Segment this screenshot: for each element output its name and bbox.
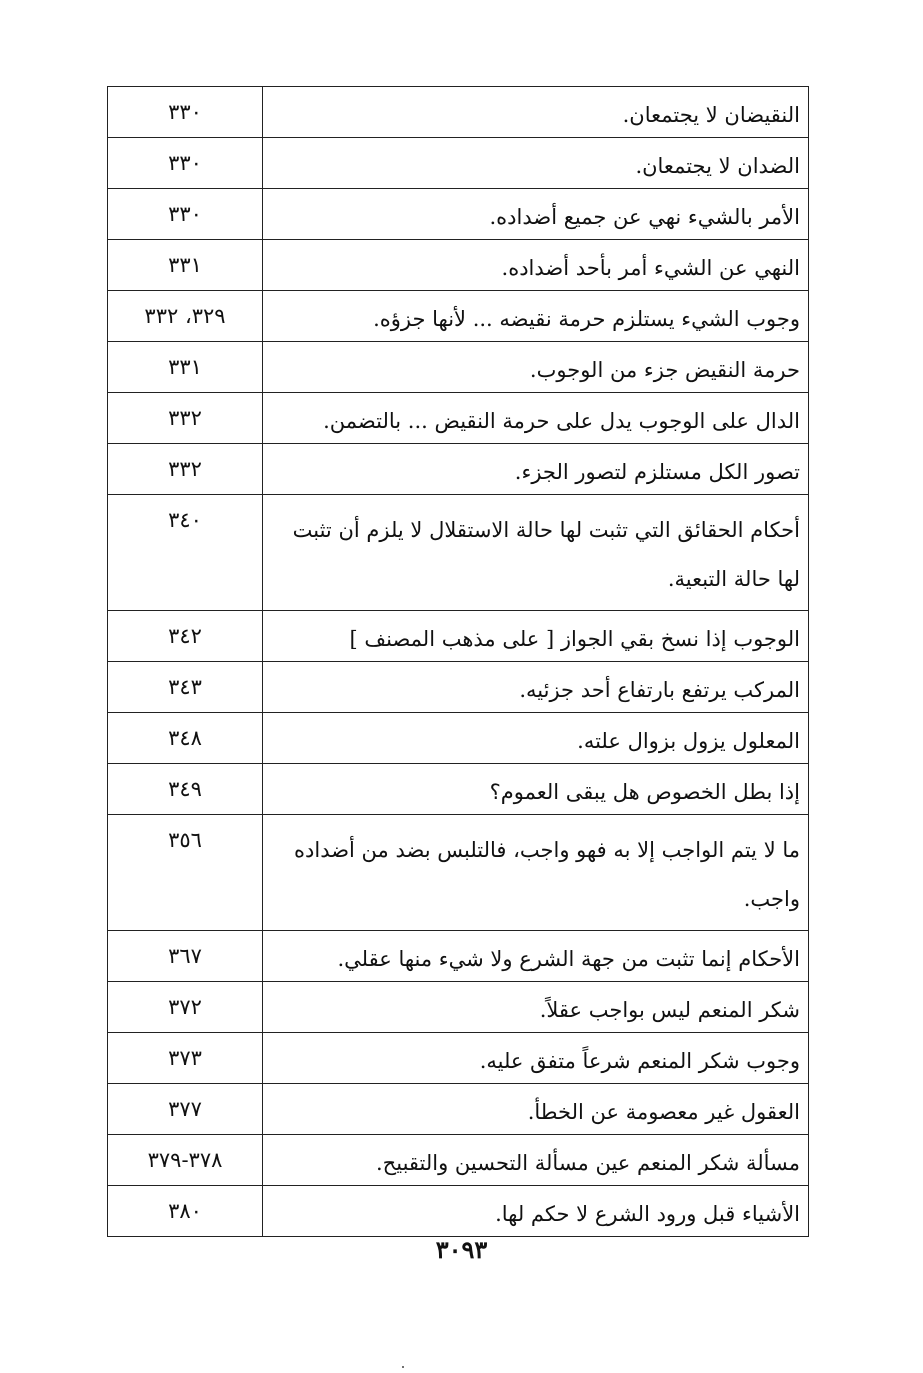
topic-cell: العقول غير معصومة عن الخطأ. [263,1084,809,1135]
topic-cell: الأحكام إنما تثبت من جهة الشرع ولا شيء منها عقلي. [263,931,809,982]
topic-cell: مسألة شكر المنعم عين مسألة التحسين والتقبيح. [263,1135,809,1186]
page-ref-cell: ٣٣٢ [108,444,263,495]
topic-cell: تصور الكل مستلزم لتصور الجزء. [263,444,809,495]
topic-cell: الدال على الوجوب يدل على حرمة النقيض ... بالتضمن. [263,393,809,444]
topic-cell: إذا بطل الخصوص هل يبقى العموم؟ [263,764,809,815]
table-row [108,495,809,611]
page-ref-cell: ٣٧٢ [108,982,263,1033]
table-row [108,1186,809,1237]
topic-cell: حرمة النقيض جزء من الوجوب. [263,342,809,393]
topic-cell: المركب يرتفع بارتفاع أحد جزئيه. [263,662,809,713]
scan-speck [402,1366,404,1368]
page-ref-cell: ٣٣٠ [108,189,263,240]
index-table [107,86,809,1237]
topic-cell: شكر المنعم ليس بواجب عقلاً. [263,982,809,1033]
topic-cell: أحكام الحقائق التي تثبت لها حالة الاستقلال لا يلزم أن تثبت لها حالة التبعية. [263,495,809,611]
page-ref-cell: ٣٨٠ [108,1186,263,1237]
table-row [108,138,809,189]
topic-cell: ما لا يتم الواجب إلا به فهو واجب، فالتلبس بضد من أضداده واجب. [263,815,809,931]
page-ref-cell: ٣٧٧ [108,1084,263,1135]
topic-cell: وجوب شكر المنعم شرعاً متفق عليه. [263,1033,809,1084]
table-row [108,444,809,495]
table-row [108,662,809,713]
table-row [108,393,809,444]
page-ref-cell: ٣٤٣ [108,662,263,713]
page-ref-cell: ٣٣١ [108,240,263,291]
page-ref-cell: ٣٦٧ [108,931,263,982]
page-ref-cell: ٣٧٣ [108,1033,263,1084]
table-row [108,240,809,291]
page-ref-cell: ٣٤٨ [108,713,263,764]
table-row [108,1033,809,1084]
table-row [108,1084,809,1135]
page-ref-cell: ٣٣٢ [108,393,263,444]
topic-cell: النهي عن الشيء أمر بأحد أضداده. [263,240,809,291]
page-ref-cell: ٣٣١ [108,342,263,393]
table-row [108,189,809,240]
table-row [108,713,809,764]
page-ref-cell: ٣٢٩، ٣٣٢ [108,291,263,342]
topic-cell: الأشياء قبل ورود الشرع لا حكم لها. [263,1186,809,1237]
table-row [108,1135,809,1186]
topic-cell: الوجوب إذا نسخ بقي الجواز [ على مذهب المصنف ] [263,611,809,662]
topic-cell: الضدان لا يجتمعان. [263,138,809,189]
page-ref-cell: ٣٣٠ [108,87,263,138]
table-row [108,815,809,931]
page-ref-cell: ٣٥٦ [108,815,263,931]
page-ref-cell: ٣٤٩ [108,764,263,815]
table-row [108,342,809,393]
topic-cell: الأمر بالشيء نهي عن جميع أضداده. [263,189,809,240]
table-row [108,87,809,138]
table-row [108,291,809,342]
table-row [108,611,809,662]
page-ref-cell: ٣٧٨-٣٧٩ [108,1135,263,1186]
table-row [108,982,809,1033]
topic-cell: المعلول يزول بزوال علته. [263,713,809,764]
page-ref-cell: ٣٤٠ [108,495,263,611]
page-number: ٣٠٩٣ [435,1235,488,1264]
topic-cell: وجوب الشيء يستلزم حرمة نقيضه ... لأنها جزؤه. [263,291,809,342]
table-row [108,931,809,982]
topic-cell: النقيضان لا يجتمعان. [263,87,809,138]
page-ref-cell: ٣٣٠ [108,138,263,189]
table-row [108,764,809,815]
page-ref-cell: ٣٤٢ [108,611,263,662]
